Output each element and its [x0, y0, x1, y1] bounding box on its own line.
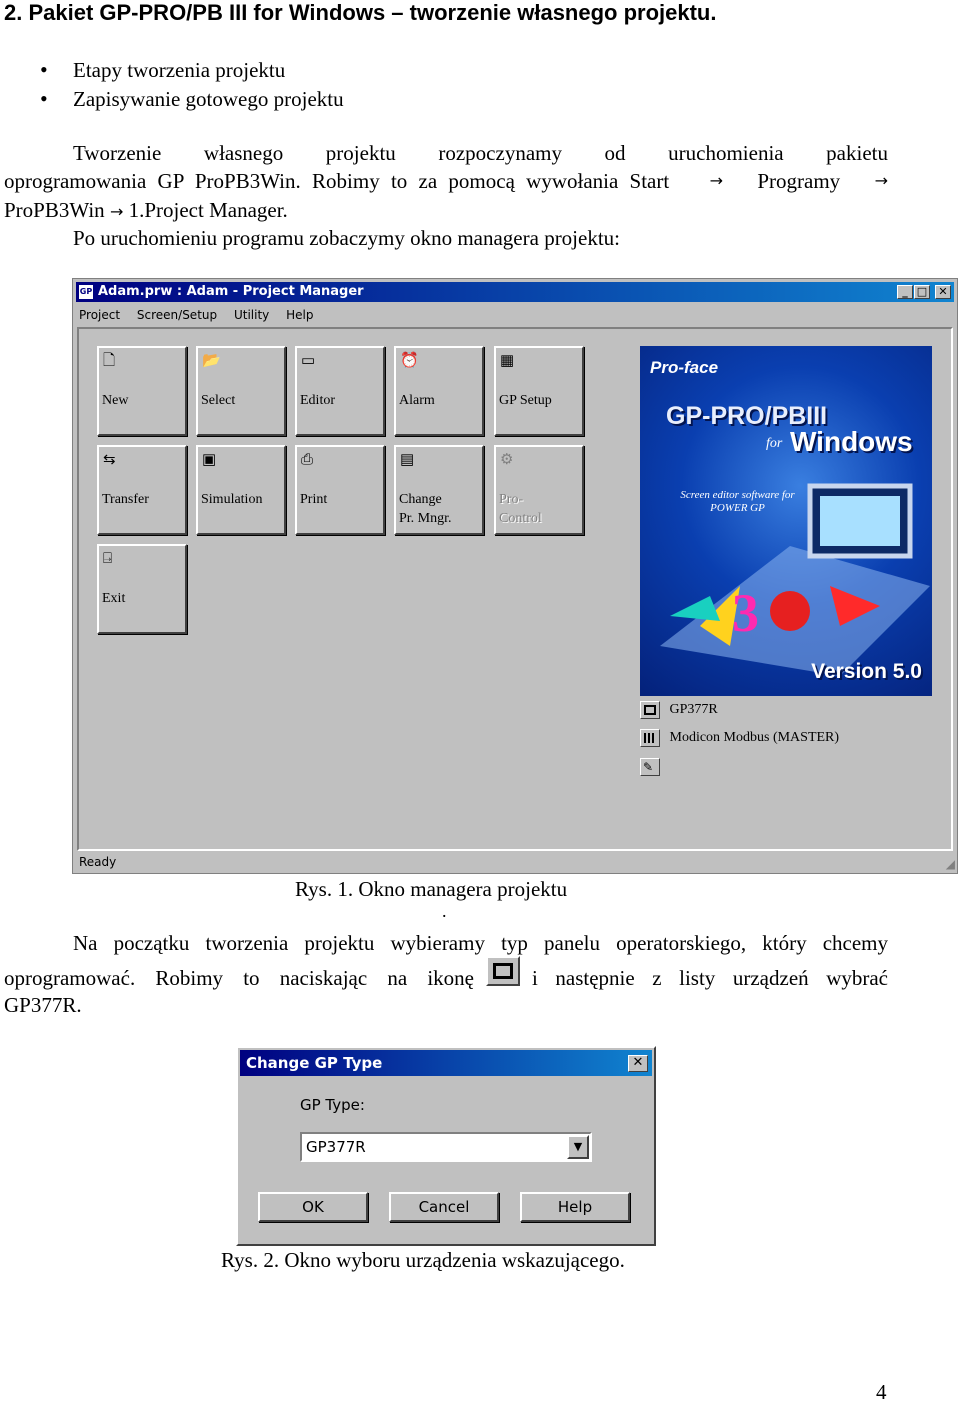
splash-for: for: [766, 436, 783, 451]
tile-select-button[interactable]: [196, 346, 286, 436]
status-bar-text: Ready: [79, 855, 117, 869]
paragraph-3-line-1: Na początku tworzenia projektu wybieramy typ panelu operatorskiego, który chcemy: [73, 931, 888, 955]
driver-row[interactable]: [640, 727, 839, 749]
splash-subtitle: Screen editor software for POWER GP: [680, 489, 795, 514]
bullet-item: • Zapisywanie gotowego projektu: [40, 85, 344, 114]
tile-alarm-button[interactable]: [394, 346, 484, 436]
paragraph-2: Po uruchomieniu programu zobaczymy okno managera projektu:: [73, 226, 621, 250]
paragraph-1-line-2: [4, 167, 888, 195]
menu-screen-setup[interactable]: Screen/Setup: [136, 308, 218, 322]
arrow-icon: →: [109, 202, 124, 221]
paragraph-3-line-3: GP377R.: [4, 993, 82, 1017]
open-folder-icon: 📂: [202, 353, 221, 369]
paragraph-1-line-3: [4, 196, 288, 226]
gp-type-icon[interactable]: [640, 701, 660, 719]
dialog-title-bar: [240, 1050, 652, 1076]
paragraph-text: Programy: [757, 169, 841, 193]
new-file-icon: 🗋: [103, 353, 116, 369]
tile-exit-button[interactable]: [97, 544, 187, 634]
tile-label: Transfer: [102, 492, 149, 507]
tile-label: Exit: [102, 591, 126, 606]
tile-transfer-button[interactable]: [97, 445, 187, 535]
tile-label: Pro- Control: [499, 492, 542, 526]
help-button[interactable]: Help: [520, 1192, 630, 1222]
tile-new-button[interactable]: [97, 346, 187, 436]
splash-image: [640, 346, 932, 696]
tile-label: Simulation: [201, 492, 263, 507]
brand-logo: Pro-face: [650, 358, 719, 377]
alarm-clock-icon: ⏰: [400, 353, 419, 369]
tile-print-button[interactable]: [295, 445, 385, 535]
stray-dot: .: [442, 901, 447, 921]
ok-button[interactable]: OK: [258, 1192, 368, 1222]
gp-setup-icon: ▦: [500, 353, 515, 369]
change-manager-icon: ▤: [400, 452, 415, 468]
splash-windows: Windows: [790, 426, 913, 457]
arrow-icon: →: [874, 171, 888, 190]
paragraph-text: 1.Project Manager.: [128, 198, 288, 222]
tile-gp-setup-button[interactable]: [494, 346, 584, 436]
tile-editor-button[interactable]: [295, 346, 385, 436]
paragraph-text: ProPB3Win: [4, 198, 105, 222]
tile-label: New: [102, 393, 129, 408]
chevron-down-icon[interactable]: ▼: [567, 1135, 589, 1159]
tile-change-manager-button[interactable]: [394, 445, 484, 535]
paragraph-text: oprogramować. Robimy to naciskając na ikonę: [4, 966, 474, 990]
tile-pro-control-button[interactable]: [494, 445, 584, 535]
splash-version: Version 5.0: [811, 660, 922, 683]
paragraph-3-line-2: [4, 964, 888, 994]
exit-door-icon: ⍈: [103, 551, 113, 567]
arrow-icon: →: [709, 171, 723, 190]
tile-label: Select: [201, 393, 236, 408]
minimize-icon[interactable]: _: [897, 285, 913, 299]
menu-utility[interactable]: Utility: [233, 308, 270, 322]
cancel-button[interactable]: Cancel: [389, 1192, 499, 1222]
transfer-icon: ⇆: [103, 452, 116, 468]
extra-row[interactable]: [640, 756, 666, 778]
title-bar: [76, 282, 954, 302]
tile-label: GP Setup: [499, 393, 552, 408]
section-heading: 2. Pakiet GP-PRO/PB III for Windows – tworzenie własnego projektu.: [4, 0, 717, 25]
gp-type-label: GP Type:: [300, 1096, 365, 1114]
pro-control-icon: ⚙: [500, 452, 514, 468]
tile-label: Editor: [300, 393, 335, 408]
figure-caption-2: Rys. 2. Okno wyboru urządzenia wskazującego.: [221, 1248, 625, 1272]
tile-label: Alarm: [399, 393, 435, 408]
svg-text:3: 3: [732, 583, 759, 643]
maximize-icon[interactable]: □: [914, 285, 930, 299]
paragraph-1-line-1: Tworzenie własnego projektu rozpoczynamy od uruchomienia pakietu: [73, 141, 888, 165]
device-name: GP377R: [669, 702, 718, 717]
figure-caption-1: Rys. 1. Okno managera projektu: [295, 877, 568, 901]
tile-label: Print: [300, 492, 328, 507]
device-row[interactable]: [640, 699, 718, 721]
page-number: 4: [876, 1380, 887, 1404]
close-icon[interactable]: ✕: [935, 285, 951, 299]
menu-bar: [79, 305, 326, 325]
gp-app-icon: GP: [79, 285, 93, 299]
simulation-icon: ▣: [202, 452, 217, 468]
splash-title: GP-PRO/PBIII: [666, 402, 828, 430]
paragraph-text: i następnie z listy urządzeń wybrać: [532, 966, 888, 990]
gp-type-value: GP377R: [306, 1138, 366, 1156]
close-icon[interactable]: ✕: [628, 1055, 648, 1072]
tile-simulation-button[interactable]: [196, 445, 286, 535]
change-gp-type-dialog: [236, 1046, 656, 1246]
driver-name: Modicon Modbus (MASTER): [669, 730, 840, 745]
paragraph-text: oprogramowania GP ProPB3Win. Robimy to za pomocą wywołania Start: [4, 169, 670, 193]
tile-label: Change Pr. Mngr.: [399, 492, 452, 526]
gp-type-select[interactable]: [300, 1132, 592, 1162]
printer-icon: ⎙: [301, 452, 314, 468]
bullet-list: [40, 56, 344, 114]
menu-project[interactable]: Project: [79, 308, 121, 322]
splash-artwork: [640, 346, 932, 696]
window-title: Adam.prw : Adam - Project Manager: [98, 284, 364, 299]
resize-grip-icon[interactable]: ◢: [945, 857, 955, 871]
dialog-title: Change GP Type: [246, 1054, 383, 1072]
menu-help[interactable]: Help: [286, 308, 314, 322]
bullet-item: • Etapy tworzenia projektu: [40, 56, 344, 85]
plc-driver-icon[interactable]: [640, 729, 660, 747]
editor-window-icon: ▭: [301, 353, 316, 369]
gp-type-icon: [486, 956, 520, 986]
settings-pen-icon[interactable]: ✎: [640, 758, 660, 776]
